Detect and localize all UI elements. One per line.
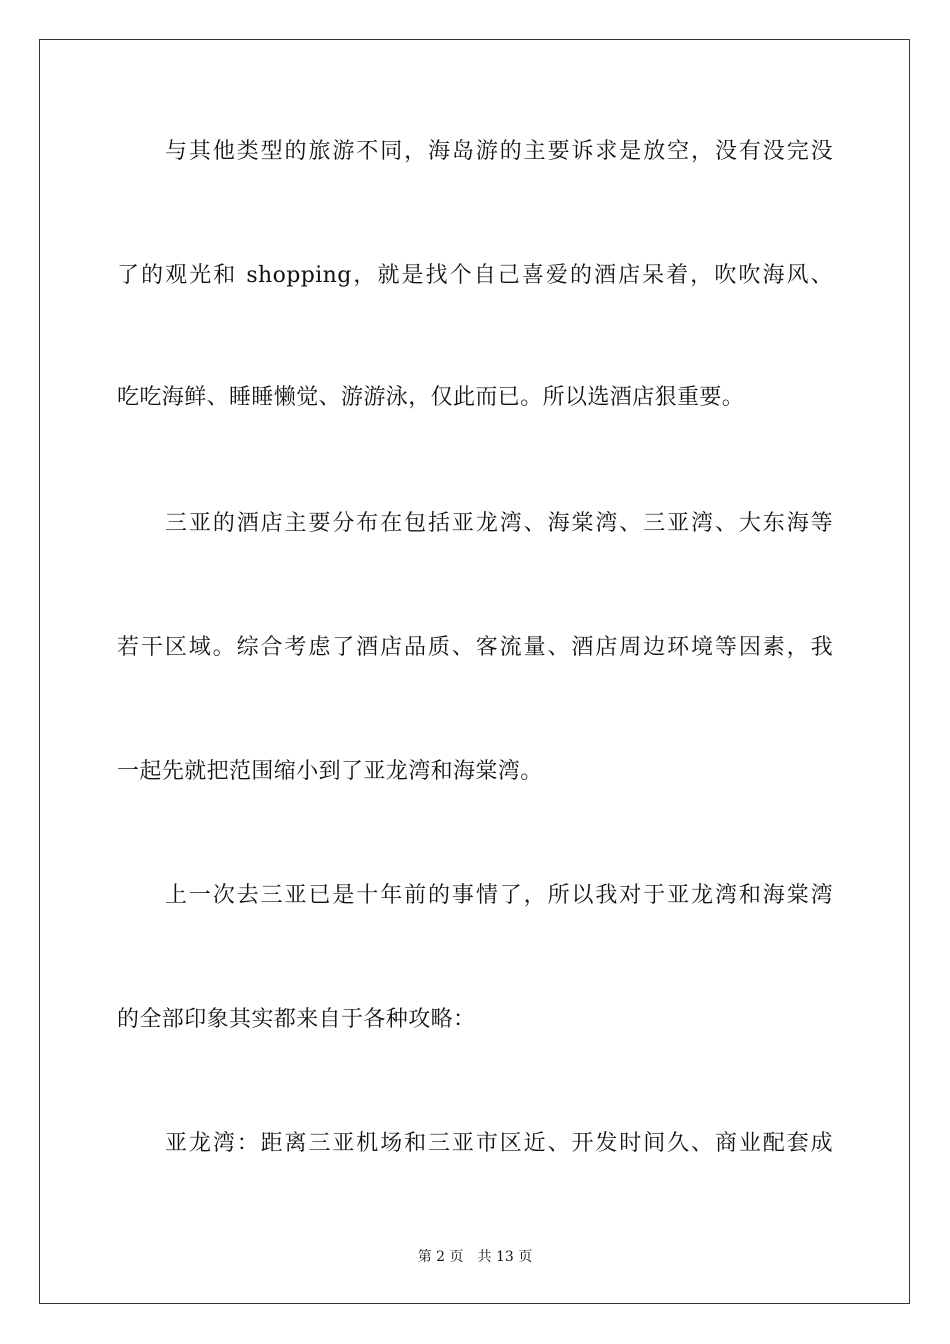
paragraph-4-line-1: 亚龙湾：距离三亚机场和三亚市区近、开发时间久、商业配套成 bbox=[165, 1131, 833, 1156]
page-number-current: 第 2 页 bbox=[417, 1249, 464, 1265]
page-footer bbox=[0, 1248, 950, 1266]
page-frame bbox=[39, 39, 910, 1304]
paragraph-3-line-1: 上一次去三亚已是十年前的事情了，所以我对于亚龙湾和海棠湾 bbox=[165, 883, 833, 908]
paragraph-2-line-3: 一起先就把范围缩小到了亚龙湾和海棠湾。 bbox=[117, 759, 543, 784]
paragraph-1-line-2: 了的观光和 shopping，就是找个自己喜爱的酒店呆着，吹吹海风、 bbox=[117, 263, 833, 288]
paragraph-3-line-2: 的全部印象其实都来自于各种攻略： bbox=[117, 1007, 476, 1032]
page-number-total: 共 13 页 bbox=[477, 1249, 533, 1265]
paragraph-2-line-2: 若干区域。综合考虑了酒店品质、客流量、酒店周边环境等因素，我 bbox=[117, 635, 833, 660]
paragraph-1-line-1: 与其他类型的旅游不同，海岛游的主要诉求是放空，没有没完没 bbox=[165, 139, 833, 164]
paragraph-1-line-3: 吃吃海鲜、睡睡懒觉、游游泳，仅此而已。所以选酒店狠重要。 bbox=[117, 385, 745, 410]
paragraph-2-line-1: 三亚的酒店主要分布在包括亚龙湾、海棠湾、三亚湾、大东海等 bbox=[165, 511, 833, 536]
